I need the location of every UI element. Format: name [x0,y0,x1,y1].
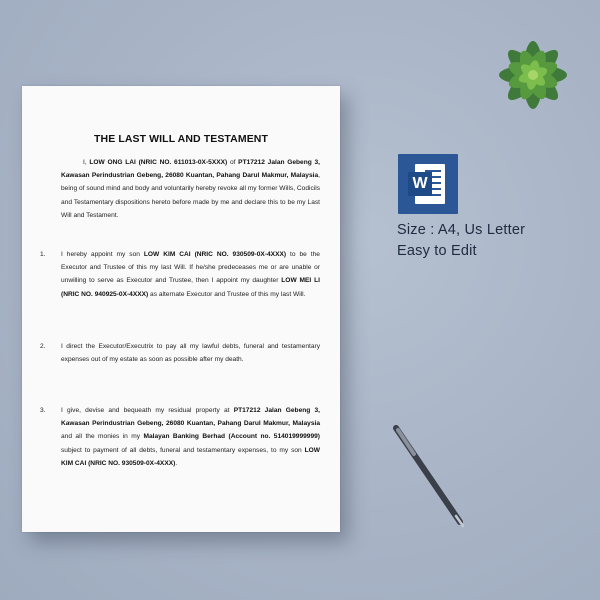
word-icon-letter: W [408,172,432,196]
executor-name: LOW KIM CAI (NRIC NO. 930509-0X-4XXX) [143,251,287,258]
intro-text: of [227,159,239,166]
clause-number: 2. [40,343,46,350]
alternate-executor-name: LOW MEI LI (NRIC NO. 940925-0X-4XXX) [61,277,320,298]
clause-text: . [175,459,178,467]
document-title: THE LAST WILL AND TESTAMENT [94,133,268,145]
clause-number: 3. [40,407,46,414]
intro-text: I, [83,159,90,166]
will-document-page [22,86,340,532]
size-info-text: Size : A4, Us Letter [397,222,526,238]
intro-text: , being of sound mind and body and voluntarily hereby revoke all my former Wills, Codicils and Testamentary dispositions hereto before made by me and declare this to be my Last Will and Testament. [61,172,320,219]
edit-info-text: Easy to Edit [397,243,477,259]
testator-address: PT17212 Jalan Gebeng 3, Kawasan Perindustrian Gebeng, 26080 Kuantan, Pahang Darul Makmur, Malaysia [61,159,321,180]
property-address: PT17212 Jalan Gebeng 3, Kawasan Perindustrian Gebeng, 26080 Kuantan, Pahang Darul Makmur, Malaysia [61,407,320,428]
clause-text: I give, devise and bequeath my residual property at [61,407,234,414]
clause-text: I direct the Executor/Executrix to pay all my lawful debts, funeral and testamentary expenses out of my estate as soon as possible after my death. [61,343,320,364]
clause-text: as alternate Executor and Trustee of this my last Will. [148,290,306,298]
succulent-plant-icon [478,20,588,130]
bank-account: Malayan Banking Berhad (Account no. 514019999999) [143,433,321,441]
beneficiary-name: LOW KIM CAI (NRIC NO. 930509-0X-4XXX) [61,446,320,467]
clause-text: subject to payment of all debts, funeral and testamentary expenses, to my son [61,446,305,454]
clause-3 [61,404,320,470]
clause-text: to be the Executor and Trustee of this my last Will. If he/she predeceases me or are unable or unwilling to serve as Executor and Trustee, then I appoint my daughter [61,251,320,285]
testator-name: LOW ONG LAI (NRIC NO. 611013-0X-5XXX) [89,159,228,166]
clause-number: 1. [40,251,46,258]
clause-text: I hereby appoint my son [61,251,144,258]
word-icon [398,154,458,214]
clause-text: and all the monies in my [61,433,144,441]
clause-1 [61,248,320,301]
clause-2 [61,340,320,366]
pen-icon [388,422,468,532]
intro-paragraph [61,156,320,222]
